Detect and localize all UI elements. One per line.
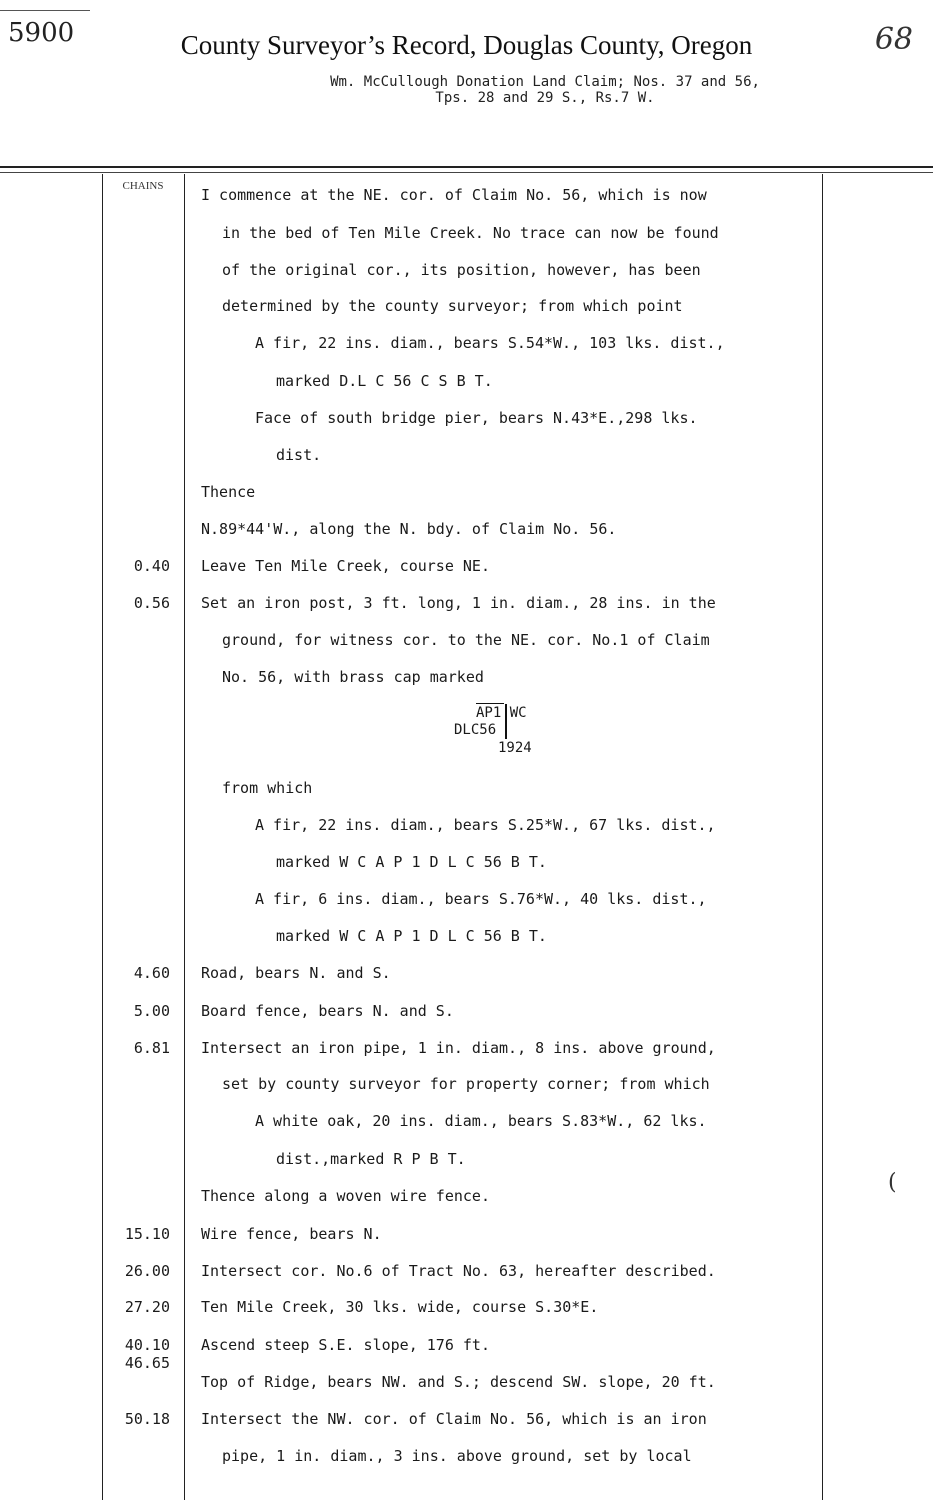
table-top-rule-thin (0, 172, 933, 173)
description-line: N.89*44'W., along the N. bdy. of Claim No. 56. (201, 520, 617, 538)
column-line-right (822, 174, 823, 1500)
description-line: ground, for witness cor. to the NE. cor. No.1 of Claim (222, 631, 710, 649)
description-line: marked W C A P 1 D L C 56 B T. (276, 927, 547, 945)
top-rule (0, 10, 90, 11)
handwritten-page-number: 68 (874, 22, 913, 57)
chain-value: 5.00 (133, 1002, 170, 1020)
description-line: Intersect the NW. cor. of Claim No. 56, which is an iron (201, 1410, 707, 1428)
column-line-mid (184, 174, 185, 1500)
brass-cap-line-3: 1924 (498, 740, 532, 756)
description-line: Wire fence, bears N. (201, 1225, 382, 1243)
description-line: Board fence, bears N. and S. (201, 1002, 454, 1020)
description-line: marked D.L C 56 C S B T. (276, 372, 493, 390)
description-line: Intersect cor. No.6 of Tract No. 63, hereafter described. (201, 1262, 716, 1280)
chain-value: 4.60 (133, 964, 170, 982)
chain-value: 26.00 (124, 1262, 170, 1280)
description-line: Ten Mile Creek, 30 lks. wide, course S.30*E. (201, 1298, 599, 1316)
description-line: Set an iron post, 3 ft. long, 1 in. diam., 28 ins. in the (201, 594, 716, 612)
description-line: A fir, 22 ins. diam., bears S.25*W., 67 lks. dist., (255, 816, 716, 834)
description-line: in the bed of Ten Mile Creek. No trace can now be found (222, 224, 719, 242)
description-line: dist. (276, 446, 322, 464)
chain-value: 15.10 (124, 1225, 170, 1243)
chain-value: 6.81 (133, 1039, 170, 1057)
brass-cap-line-2: DLC56 (454, 722, 497, 738)
description-line: Top of Ridge, bears NW. and S.; descend SW. slope, 20 ft. (201, 1373, 716, 1391)
chain-value: 27.20 (124, 1298, 170, 1316)
chain-value: 46.65 (124, 1354, 170, 1372)
table-top-rule (0, 166, 933, 168)
description-line: dist.,marked R P B T. (276, 1150, 466, 1168)
description-line: A white oak, 20 ins. diam., bears S.83*W., 62 lks. (255, 1112, 707, 1130)
description-line: A fir, 22 ins. diam., bears S.54*W., 103 lks. dist., (255, 334, 725, 352)
description-line: I commence at the NE. cor. of Claim No. 56, which is now (201, 186, 707, 204)
description-line: Intersect an iron pipe, 1 in. diam., 8 ins. above ground, (201, 1039, 716, 1057)
brass-cap-line-1: AP1 WC (476, 705, 527, 721)
description-line: set by county surveyor for property corner; from which (222, 1075, 710, 1093)
chain-value: 50.18 (124, 1410, 170, 1428)
page-title: County Surveyor’s Record, Douglas County, Oregon (180, 30, 753, 60)
brass-cap-overline (476, 703, 504, 704)
description-line: Leave Ten Mile Creek, course NE. (201, 557, 490, 575)
chain-value: 40.10 (124, 1336, 170, 1354)
subtitle-line-2: Tps. 28 and 29 S., Rs.7 W. (435, 90, 655, 106)
description-line: marked W C A P 1 D L C 56 B T. (276, 853, 547, 871)
page-number: 5900 (8, 18, 75, 48)
page-subtitle (0, 74, 933, 106)
chain-value: 0.40 (133, 557, 170, 575)
description-line: No. 56, with brass cap marked (222, 668, 484, 686)
subtitle-line-1: Wm. McCullough Donation Land Claim; Nos. 37 and 56, (330, 74, 760, 90)
description-line: pipe, 1 in. diam., 3 ins. above ground, set by local (222, 1447, 692, 1465)
description-line: Road, bears N. and S. (201, 964, 391, 982)
description-line: determined by the county surveyor; from which point (222, 297, 683, 315)
description-line: Face of south bridge pier, bears N.43*E.,298 lks. (255, 409, 698, 427)
description-line: Ascend steep S.E. slope, 176 ft. (201, 1336, 490, 1354)
description-line: A fir, 6 ins. diam., bears S.76*W., 40 lks. dist., (255, 890, 707, 908)
description-line: of the original cor., its position, however, has been (222, 261, 701, 279)
description-line: Thence (201, 483, 256, 501)
chain-value: 0.56 (133, 594, 170, 612)
margin-mark: ( (888, 1170, 897, 1195)
description-line: from which (222, 779, 313, 797)
chains-column-header: CHAINS (122, 180, 164, 192)
description-line: Thence along a woven wire fence. (201, 1187, 490, 1205)
